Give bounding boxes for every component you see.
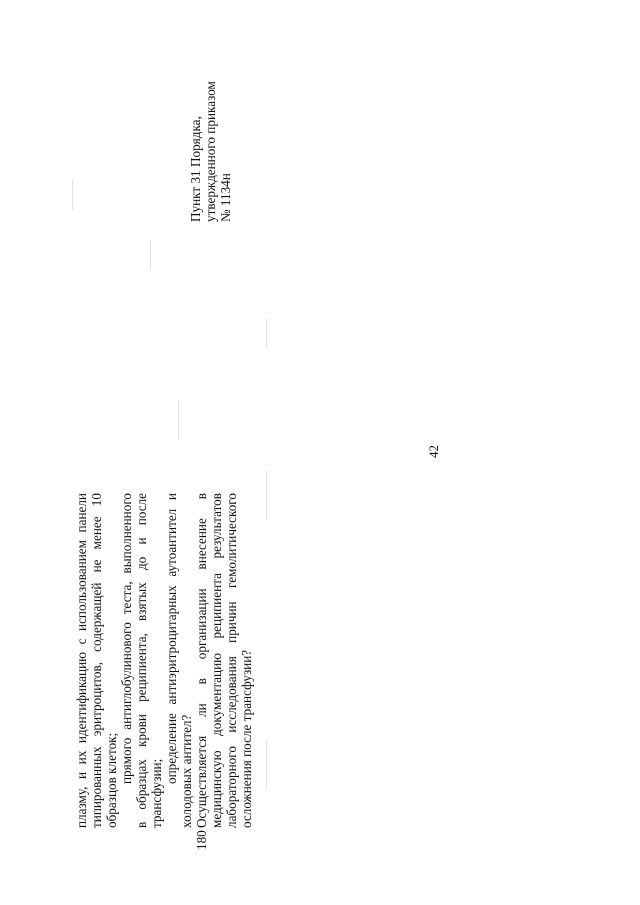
scan-mark <box>150 240 151 270</box>
scan-mark <box>266 740 267 790</box>
antiglobulin-line-2: в образцах крови реципиента, взятых до и после <box>134 493 149 828</box>
autoantibody-line-2: холодовых антител? <box>179 714 194 828</box>
question-line-4: осложнения после трансфузии? <box>239 649 254 828</box>
reference-block <box>188 81 233 222</box>
question-line-3: лабораторного исследования причин гемолитического <box>224 493 239 828</box>
question-text-block <box>74 493 254 828</box>
scan-mark <box>266 470 267 520</box>
row-number: 180 <box>194 830 209 850</box>
page-number: 42 <box>426 445 441 458</box>
question-line-1: Осуществляется ли в организации внесение в <box>194 493 209 828</box>
reference-line-3: № 1134н <box>218 173 233 222</box>
continuation-line-2: типированных эритроцитов, содержащей не менее 10 <box>89 493 104 828</box>
antiglobulin-line-1: прямого антиглобулинового теста, выполненного <box>119 493 134 784</box>
scan-mark <box>72 180 73 210</box>
autoantibody-line-1: определение антиэритроцитарных аутоантител и <box>164 493 179 784</box>
continuation-line-3: образцов клеток; <box>104 732 119 828</box>
reference-line-1: Пункт 31 Порядка, <box>188 116 203 222</box>
antiglobulin-line-3: трансфузии; <box>149 758 164 828</box>
scan-mark <box>266 318 267 348</box>
reference-line-2: утвержденного приказом <box>203 81 218 222</box>
continuation-line-1: плазму, и их идентификацию с использованием панели <box>74 493 89 828</box>
question-line-2: медицинскую документацию реципиента результатов <box>209 493 224 828</box>
scan-mark <box>178 400 179 440</box>
